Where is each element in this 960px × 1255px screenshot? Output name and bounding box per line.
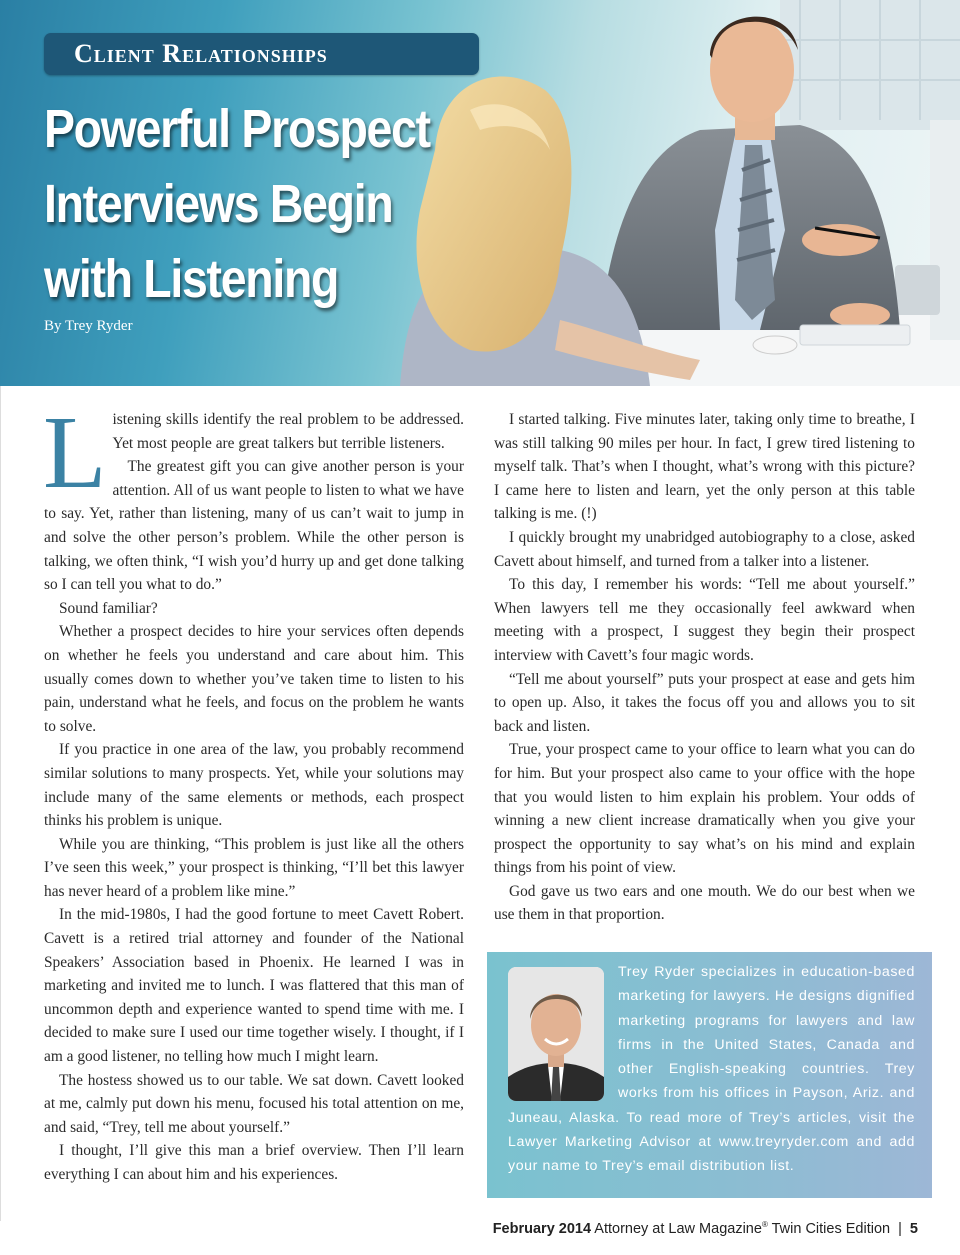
- paragraph: I started talking. Five minutes later, taking only time to breathe, I was still talking 90 miles per hour. In fact, I grew tired listening to myself talk. That’s when I thought, what’s wrong with this picture? I came here to listen and learn, yet the only person at this table talking is me. (!): [494, 411, 915, 523]
- author-bio-text: Trey Ryder specializes in education-based marketing for lawyers. He designs dignified marketing programs for lawyers and law firms in the United States, Canada and other English-speaking countries. Trey works from his offices in Payson, Ariz. and Juneau, Alaska. To read more of Trey’s articles, visit the Lawyer Marketing Advisor at www.treyryder.com and add your name to Trey’s email distribution list.: [508, 964, 915, 1175]
- paragraph: Whether a prospect decides to hire your services often depends on whether he feels you understand and care about him. This usually comes down to whether you’ve taken time to listen to his pain, understand what he feels, and focus on the problem he wants to solve.: [44, 623, 464, 735]
- paragraph: The greatest gift you can give another person is your attention. All of us want people to listen to what we have to say. Yet, rather than listening, many of us can’t wait to jump in and solve the other person’s problem. While the other person is talking, we often think, “I wish you’d hurry up and get done talking so I can tell you what to do.”: [44, 458, 464, 594]
- page-footer: [493, 1220, 918, 1237]
- author-bio-box: [487, 952, 932, 1198]
- article-headline: [44, 92, 484, 317]
- page-number: 5: [909, 1220, 918, 1237]
- section-banner: [44, 33, 479, 75]
- hero-banner: [0, 0, 960, 386]
- footer-separator: |: [898, 1220, 902, 1237]
- headline-line-1: Powerful Prospect: [44, 99, 430, 159]
- article-column-right: [494, 408, 915, 927]
- page-edge-rule: [0, 386, 1, 1221]
- paragraph: True, your prospect came to your office to learn what you can do for him. But your prospect also came to your office with the hope that you would listen to him explain his problem. Your odds of winning a new client increase dramatically when you give your prospect the opportunity to say what’s on his mind and explain things from his point of view.: [494, 741, 915, 877]
- publication-name: Attorney at Law Magazine® Twin Cities Edition: [594, 1220, 891, 1237]
- byline: By Trey Ryder: [44, 318, 133, 334]
- paragraph: In the mid-1980s, I had the good fortune to meet Cavett Robert. Cavett is a retired trial attorney and founder of the National Speakers’ Association based in Phoenix. He learned I was in marketing and invited me to lunch. I was flattered that this man of uncommon depth and experience wanted to spend time with me. I decided to make sure I used our time together wisely. I thought, if I am a good listener, no telling how much I might learn.: [44, 906, 464, 1066]
- paragraph: “Tell me about yourself” puts your prospect at ease and gets him to open up. Also, it takes the focus off you and allows you to sit back and listen.: [494, 670, 915, 735]
- paragraph: To this day, I remember his words: “Tell me about yourself.” When lawyers tell me they occasionally feel awkward when meeting with a prospect, I suggest they begin their prospect interview with Cavett’s four magic words.: [494, 576, 915, 664]
- paragraph: If you practice in one area of the law, you probably recommend similar solutions to many prospects. Yet, while your solutions may include many of the same elements or methods, each prospect thinks his problem is unique.: [44, 741, 464, 830]
- paragraph: The hostess showed us to our table. We sat down. Cavett looked at me, calmly put down his menu, focused his total attention on me, and said, “Trey, tell me about yourself.”: [44, 1071, 464, 1136]
- drop-cap: L: [43, 395, 107, 510]
- article-column-left: [43, 395, 464, 1187]
- paragraph: Sound familiar?: [59, 599, 158, 617]
- section-title: Client Relationships: [74, 39, 328, 68]
- paragraph: I quickly brought my unabridged autobiography to a close, asked Cavett about himself, and turned from a talker into a listener.: [494, 528, 915, 570]
- issue-date: February 2014: [492, 1220, 592, 1237]
- paragraph: God gave us two ears and one mouth. We do our best when we use them in that proportion.: [494, 882, 915, 924]
- paragraph: I thought, I’ll give this man a brief overview. Then I’ll learn everything I can about him and his experiences.: [44, 1142, 464, 1183]
- headline-line-2: Interviews Begin: [44, 174, 393, 234]
- paragraph: Listening skills identify the real problem to be addressed. Yet most people are great talkers but terrible listeners.: [43, 395, 464, 510]
- headline-line-3: with Listening: [44, 249, 339, 309]
- paragraph: While you are thinking, “This problem is just like all the others I’ve seen this week,” your prospect is thinking, “I’ll bet this lawyer has never heard of a problem like mine.”: [44, 835, 464, 900]
